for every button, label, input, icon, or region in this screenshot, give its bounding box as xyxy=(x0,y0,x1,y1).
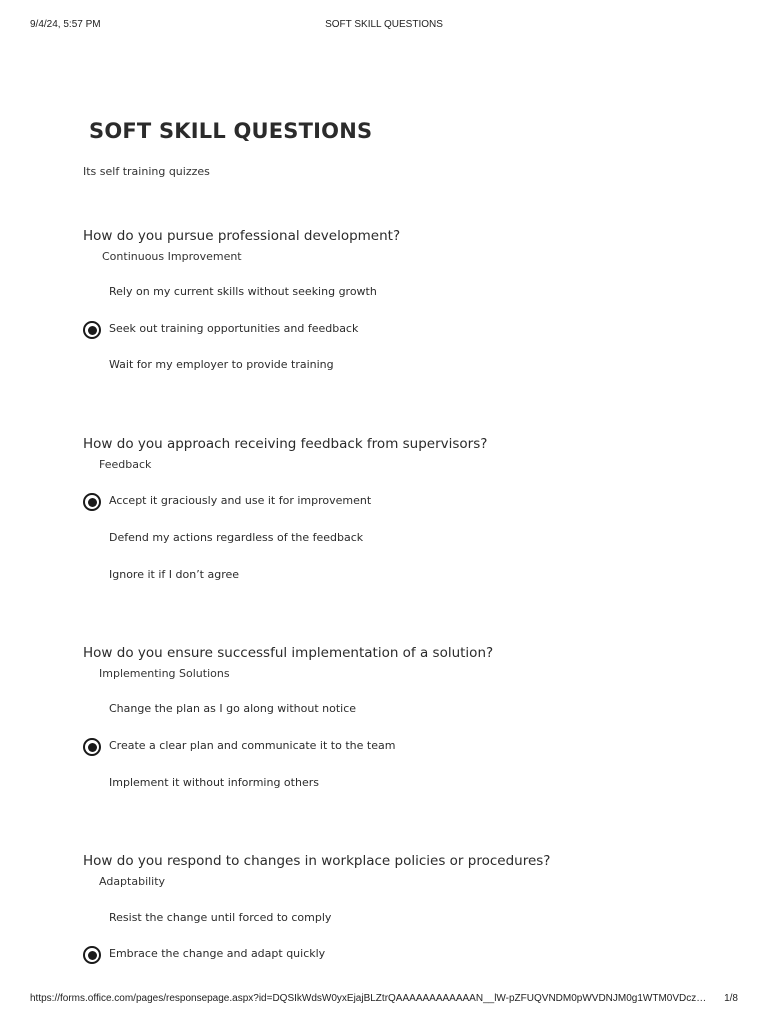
option-label: Defend my actions regardless of the feedback xyxy=(109,531,364,544)
radio-selected-icon[interactable] xyxy=(83,321,101,339)
option-radio[interactable] xyxy=(83,945,683,965)
print-datetime: 9/4/24, 5:57 PM xyxy=(30,19,101,30)
question-tag: Adaptability xyxy=(99,875,166,888)
option-radio[interactable] xyxy=(83,320,683,340)
option-label: Implement it without informing others xyxy=(109,776,319,789)
option-label: Ignore it if I don’t agree xyxy=(109,568,240,581)
option-label: Seek out training opportunities and feedback xyxy=(109,322,359,335)
option-label: Create a clear plan and communicate it to the team xyxy=(109,739,396,752)
option-radio[interactable] xyxy=(83,909,683,929)
question-text: How do you respond to changes in workplace policies or procedures? xyxy=(83,853,551,869)
page-url: https://forms.office.com/pages/responsepage.aspx?id=DQSIkWdsW0yxEjajBLZtrQAAAAAAAAAAAAN__lW-pZFUQVNDM0pWVDNJM0g1WTM0VDcz… xyxy=(30,993,707,1004)
print-page-title: SOFT SKILL QUESTIONS xyxy=(325,19,443,30)
print-header xyxy=(0,19,768,33)
question-text: How do you approach receiving feedback from supervisors? xyxy=(83,436,488,452)
option-radio[interactable] xyxy=(83,774,683,794)
option-radio[interactable] xyxy=(83,529,683,549)
form-title: SOFT SKILL QUESTIONS xyxy=(89,119,373,143)
option-radio[interactable] xyxy=(83,700,683,720)
question-text: How do you ensure successful implementation of a solution? xyxy=(83,645,494,661)
radio-selected-icon[interactable] xyxy=(83,493,101,511)
question-tag: Continuous Improvement xyxy=(102,250,242,263)
option-label: Embrace the change and adapt quickly xyxy=(109,947,326,960)
question-text: How do you pursue professional development? xyxy=(83,228,401,244)
option-radio[interactable] xyxy=(83,566,683,586)
option-label: Rely on my current skills without seeking growth xyxy=(109,285,377,298)
radio-selected-icon[interactable] xyxy=(83,946,101,964)
question-tag: Implementing Solutions xyxy=(99,667,230,680)
page-number: 1/8 xyxy=(724,993,738,1004)
print-footer xyxy=(0,993,768,1007)
option-radio[interactable] xyxy=(83,737,683,757)
option-label: Change the plan as I go along without notice xyxy=(109,702,357,715)
option-label: Resist the change until forced to comply xyxy=(109,911,332,924)
option-radio[interactable] xyxy=(83,492,683,512)
option-label: Wait for my employer to provide training xyxy=(109,358,334,371)
option-radio[interactable] xyxy=(83,356,683,376)
form-description: Its self training quizzes xyxy=(83,165,210,178)
question-tag: Feedback xyxy=(99,458,152,471)
option-radio[interactable] xyxy=(83,283,683,303)
option-label: Accept it graciously and use it for improvement xyxy=(109,494,372,507)
radio-selected-icon[interactable] xyxy=(83,738,101,756)
